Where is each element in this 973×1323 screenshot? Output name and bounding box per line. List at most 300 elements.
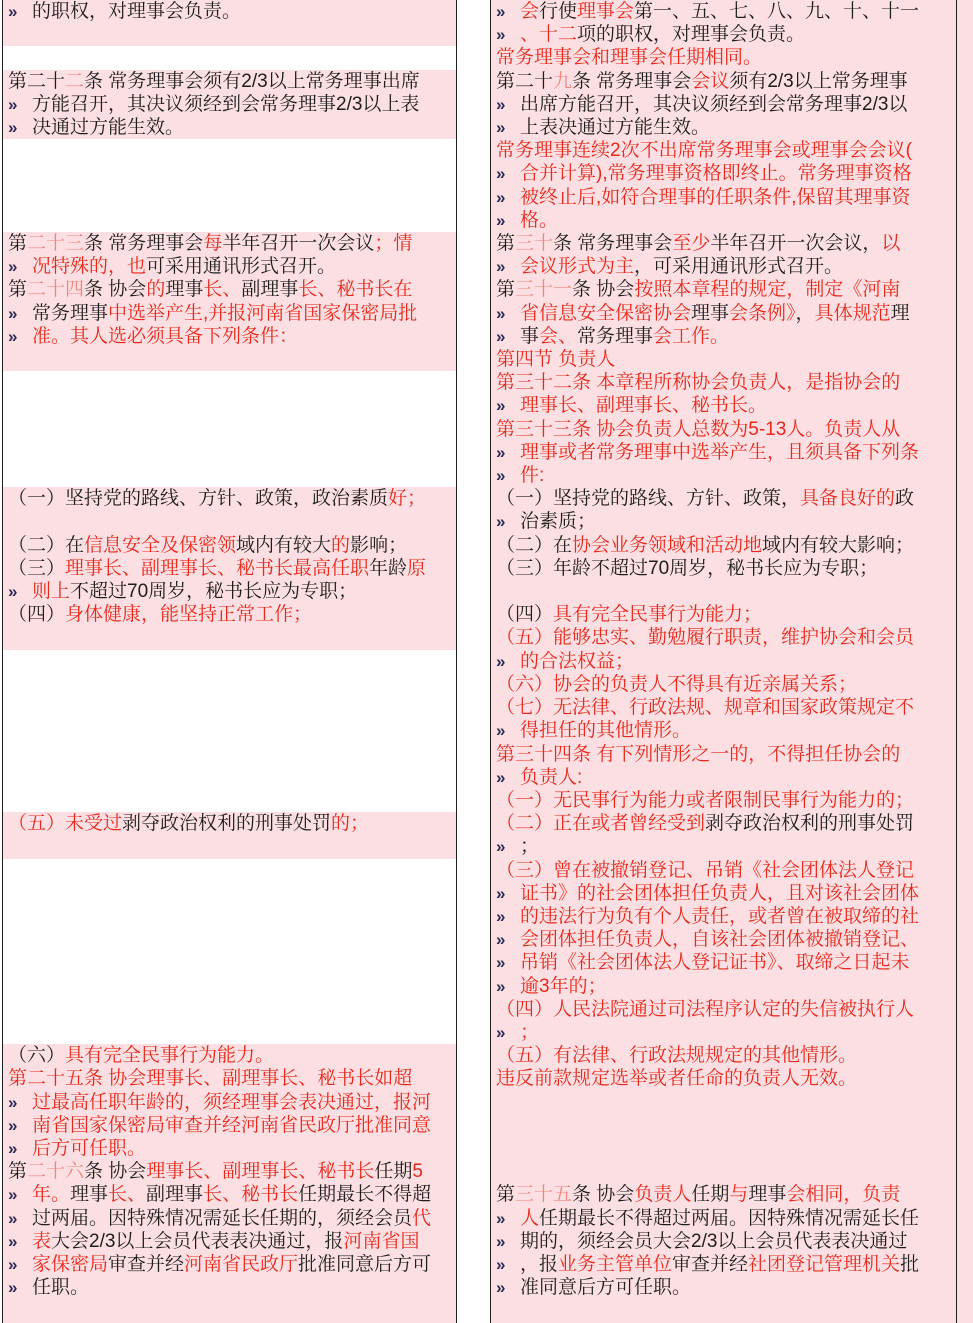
text-segment: 按照本章程的规定，制定《河南 xyxy=(634,279,901,301)
text-segment: （一）坚持党的路线、方针、政策， xyxy=(496,488,801,510)
diff-line xyxy=(491,464,956,487)
text-segment: 好； xyxy=(388,488,427,510)
diff-line xyxy=(491,70,956,93)
text-segment: 会相同，负责 xyxy=(786,1184,901,1206)
diff-line xyxy=(3,905,456,928)
diff-line xyxy=(3,603,456,626)
diff-line xyxy=(491,186,956,209)
text-segment: 的违法行为负有个人责任，或者曾在被取缔的社 xyxy=(520,905,920,927)
diff-line xyxy=(491,1091,956,1114)
text-segment: （六）协会的负责人不得具有近亲属关系； xyxy=(496,673,858,695)
text-segment: 条 常务理事会 xyxy=(572,70,692,92)
text-segment: 第 xyxy=(496,279,516,301)
diff-line xyxy=(3,325,456,348)
text-segment: （三） xyxy=(8,557,66,579)
line-wrap-icon: » xyxy=(8,1185,18,1205)
diff-line xyxy=(491,626,956,649)
text-segment: 信息安全及保密领 xyxy=(84,534,237,556)
text-segment: 逾3年的； xyxy=(520,975,607,997)
diff-line xyxy=(491,371,956,394)
diff-line xyxy=(3,510,456,533)
diff-line xyxy=(3,859,456,882)
text-segment: 政 xyxy=(895,488,915,510)
diff-line xyxy=(3,418,456,441)
diff-line xyxy=(491,766,956,789)
text-segment: 二十三 xyxy=(27,233,85,255)
text-segment: 与 xyxy=(729,1184,749,1206)
text-segment: 常务理事 xyxy=(32,302,109,324)
diff-line xyxy=(491,394,956,417)
diff-line xyxy=(3,1114,456,1137)
text-segment: 第二十五条 协会理事长、副理事长、秘书长如超 xyxy=(8,1068,413,1090)
diff-line xyxy=(491,441,956,464)
text-segment: 会议形式为主 xyxy=(520,256,635,278)
diff-line xyxy=(491,232,956,255)
line-wrap-icon: » xyxy=(496,767,506,787)
line-wrap-icon: » xyxy=(496,1278,506,1298)
text-segment: 长、 xyxy=(108,1184,147,1206)
diff-line xyxy=(491,673,956,696)
diff-line xyxy=(3,186,456,209)
text-segment: ；情 xyxy=(374,233,413,255)
text-segment: 以 xyxy=(881,233,901,255)
text-segment: 域内有较大 xyxy=(236,534,332,556)
text-segment: 得担任的其他情形。 xyxy=(520,720,692,742)
text-segment: 长、 xyxy=(298,279,337,301)
text-segment: 治素质； xyxy=(520,511,597,533)
diff-line xyxy=(491,23,956,46)
line-wrap-icon: » xyxy=(496,512,506,532)
text-segment: （五）未受过 xyxy=(8,813,123,835)
diff-line xyxy=(3,882,456,905)
line-wrap-icon: » xyxy=(8,1138,18,1158)
text-segment: 的职权，对理事会负责。 xyxy=(32,1,242,22)
diff-line xyxy=(491,348,956,371)
text-segment: （二）在 xyxy=(496,534,573,556)
text-segment: 协会业务领域和活动地 xyxy=(572,534,763,556)
text-segment: 第 xyxy=(8,279,28,301)
diff-line xyxy=(491,835,956,858)
text-segment: 第四节 负责人 xyxy=(496,349,616,371)
text-segment: 批 xyxy=(900,1253,920,1275)
diff-line xyxy=(491,998,956,1021)
text-segment: 河南省民政厅 xyxy=(184,1253,299,1275)
diff-line xyxy=(491,905,956,928)
text-segment: 条 常务理事会 xyxy=(553,233,673,255)
new-version-column xyxy=(490,0,957,1323)
line-wrap-icon: » xyxy=(496,396,506,416)
text-segment: 长、 xyxy=(203,1184,242,1206)
line-wrap-icon: » xyxy=(496,1254,506,1274)
text-segment: 理事 xyxy=(165,279,204,301)
text-segment: 二十四 xyxy=(27,279,85,301)
line-wrap-icon: » xyxy=(8,1254,18,1274)
text-segment: 任期最长不得超 xyxy=(298,1184,432,1206)
text-segment: 的合法权益； xyxy=(520,650,635,672)
diff-line xyxy=(3,348,456,371)
diff-line xyxy=(491,1044,956,1067)
line-wrap-icon: » xyxy=(496,326,506,346)
diff-line xyxy=(491,789,956,812)
diff-line xyxy=(491,882,956,905)
text-segment: 年龄 xyxy=(369,557,408,579)
diff-line xyxy=(491,418,956,441)
text-segment: 第二十 xyxy=(8,70,66,92)
text-segment: （六） xyxy=(8,1045,66,1067)
text-segment: 况特殊的，也 xyxy=(32,256,147,278)
diff-line xyxy=(491,209,956,232)
text-segment: 吊销《社会团体法人登记证书》、取缔之日起未 xyxy=(520,952,910,974)
diff-line xyxy=(3,743,456,766)
text-segment: 会条例》 xyxy=(729,302,796,324)
old-version-column xyxy=(2,0,457,1323)
text-segment: 会、 xyxy=(539,325,578,347)
text-segment: 副理事 xyxy=(146,1184,204,1206)
text-segment: 会议 xyxy=(691,70,730,92)
line-wrap-icon: » xyxy=(8,1278,18,1298)
diff-line xyxy=(3,626,456,649)
text-segment: 件: xyxy=(520,465,545,487)
diff-line xyxy=(3,1276,456,1299)
text-segment: 第一、五、七、八、九、十、十一 xyxy=(634,1,920,22)
text-segment: 三十 xyxy=(515,233,554,255)
text-segment: ，报 xyxy=(520,1253,559,1275)
text-segment: 的 xyxy=(146,279,166,301)
diff-line xyxy=(491,1207,956,1230)
text-segment: 代 xyxy=(412,1207,432,1229)
line-wrap-icon: » xyxy=(496,1208,506,1228)
text-segment: 二十六 xyxy=(27,1161,85,1183)
diff-line xyxy=(491,487,956,510)
text-segment: 剥夺政治权利的刑事处罚 xyxy=(705,813,915,835)
text-segment: 被终止后,如符合理事的任职条件,保留其理事资 xyxy=(520,186,911,208)
text-segment: 具有完全民事行为能力； xyxy=(553,604,763,626)
text-segment: （三）年龄不超过70周岁，秘书长应为专职； xyxy=(496,557,879,579)
text-segment: （一）无民事行为能力或者限制民事行为能力的； xyxy=(496,789,915,811)
text-segment: ； xyxy=(520,1021,540,1043)
diff-line xyxy=(3,278,456,301)
line-wrap-icon: » xyxy=(496,442,506,462)
diff-line xyxy=(491,1183,956,1206)
diff-line xyxy=(3,719,456,742)
diff-line xyxy=(491,302,956,325)
text-segment: 九 xyxy=(553,70,573,92)
line-wrap-icon: » xyxy=(8,1231,18,1251)
diff-line xyxy=(491,46,956,69)
text-segment: （三）曾在被撤销登记、吊销《社会团体法人登记 xyxy=(496,859,915,881)
line-wrap-icon: » xyxy=(496,2,506,21)
diff-line xyxy=(491,975,956,998)
diff-line xyxy=(491,510,956,533)
diff-line xyxy=(3,464,456,487)
diff-line xyxy=(491,743,956,766)
line-wrap-icon: » xyxy=(8,257,18,277)
text-segment: 条 协会 xyxy=(84,1161,147,1183)
text-segment: 条 协会 xyxy=(572,279,635,301)
text-segment: 业务主管单位 xyxy=(558,1253,673,1275)
text-segment: 条 协会 xyxy=(84,279,147,301)
line-wrap-icon: » xyxy=(496,1231,506,1251)
line-wrap-icon: » xyxy=(8,94,18,114)
text-segment: 具体规范 xyxy=(814,302,891,324)
diff-line xyxy=(3,534,456,557)
text-segment: 任期 xyxy=(374,1161,413,1183)
line-wrap-icon: » xyxy=(496,94,506,114)
diff-line xyxy=(3,928,456,951)
diff-line xyxy=(3,1067,456,1090)
diff-line xyxy=(491,1276,956,1299)
diff-line xyxy=(3,441,456,464)
text-segment: 期的，须经会员大会2/3以上会员代表表决通过 xyxy=(520,1230,908,1252)
diff-line xyxy=(3,302,456,325)
text-segment: 方能召开，其决议须经到会常务理事2/3以上表 xyxy=(32,93,420,115)
text-segment: 过最高任职年龄的，须经理事会表决通过，报河 xyxy=(32,1091,432,1113)
text-segment: 5 xyxy=(412,1161,423,1183)
line-wrap-icon: » xyxy=(496,930,506,950)
text-segment: 出席方能召开，其决议须经到会常务理事2/3以 xyxy=(520,93,908,115)
text-segment: 第三十二条 本章程所称协会负责人，是指协会的 xyxy=(496,372,901,394)
text-segment: 须有2/3以上常务理事 xyxy=(729,70,908,92)
text-segment: 二 xyxy=(65,70,85,92)
text-segment: 会工作。 xyxy=(653,325,730,347)
text-segment: 任期最长不得超过两届。因特殊情况需延长任 xyxy=(539,1207,920,1229)
line-wrap-icon: » xyxy=(8,303,18,323)
text-segment: （四） xyxy=(496,604,554,626)
text-segment: 证书》的社会团体担任负责人，且对该社会团体 xyxy=(520,882,920,904)
text-segment: 长、 xyxy=(203,279,242,301)
text-segment: （五）有法律、行政法规规定的其他情形。 xyxy=(496,1045,858,1067)
line-wrap-icon: » xyxy=(496,906,506,926)
text-segment: （二）正在或者曾经受到 xyxy=(496,813,706,835)
text-segment: 会 xyxy=(520,1,540,22)
text-segment: 审查并经 xyxy=(108,1253,185,1275)
diff-line xyxy=(491,1114,956,1137)
text-segment: 批准同意后方可 xyxy=(298,1253,432,1275)
diff-line xyxy=(491,325,956,348)
text-segment: 的； xyxy=(331,813,370,835)
diff-line xyxy=(491,580,956,603)
text-segment: 大会2/3以上会员代表表决通过，报 xyxy=(51,1230,344,1252)
diff-line xyxy=(491,928,956,951)
text-segment: 秘书长 xyxy=(241,1184,299,1206)
text-segment: （一）坚持党的路线、方针、政策，政治素质 xyxy=(8,488,389,510)
diff-line xyxy=(491,1230,956,1253)
diff-line xyxy=(3,835,456,858)
text-segment: 违反前款规定选举或者任命的负责人无效。 xyxy=(496,1068,858,1090)
text-segment: 审查并经 xyxy=(672,1253,749,1275)
text-segment: 具备良好的 xyxy=(800,488,896,510)
text-segment: 半年召开一次会议 xyxy=(222,233,375,255)
text-segment: 第三十四条 有下列情形之一的，不得担任协会的 xyxy=(496,743,901,765)
diff-line xyxy=(3,139,456,162)
line-wrap-icon: » xyxy=(496,257,506,277)
diff-line xyxy=(491,1299,956,1322)
diff-line xyxy=(491,650,956,673)
diff-line xyxy=(3,650,456,673)
text-segment: 三十五 xyxy=(515,1184,573,1206)
text-segment: 半年召开一次会议， xyxy=(710,233,882,255)
text-segment: 常务理事会和理事会任期相同。 xyxy=(496,47,763,69)
text-segment: 条 协会 xyxy=(572,1184,635,1206)
diff-line xyxy=(3,394,456,417)
diff-line xyxy=(491,1067,956,1090)
text-segment: 三十一 xyxy=(515,279,573,301)
text-segment: 任职。 xyxy=(32,1277,90,1299)
text-segment: 副理事 xyxy=(241,279,299,301)
diff-line xyxy=(491,278,956,301)
text-segment: 河南省国 xyxy=(343,1230,420,1252)
diff-line xyxy=(491,812,956,835)
line-wrap-icon: » xyxy=(8,2,18,21)
diff-line xyxy=(3,557,456,580)
text-segment: 理事长、副理事长、秘书长。 xyxy=(520,395,768,417)
text-segment: 行使 xyxy=(539,1,578,22)
line-wrap-icon: » xyxy=(496,883,506,903)
line-wrap-icon: » xyxy=(8,326,18,346)
diff-line xyxy=(491,1253,956,1276)
text-segment: 影响； xyxy=(350,534,408,556)
text-segment: 至少 xyxy=(672,233,711,255)
text-segment: （二）在 xyxy=(8,534,85,556)
text-segment: 理事 xyxy=(748,1184,787,1206)
text-segment: 理事或者常务理事中选举产生，且须具备下列条 xyxy=(520,441,920,463)
text-segment: 会团体担任负责人，自该社会团体被撤销登记、 xyxy=(520,929,920,951)
text-segment: 可采用通讯形式召开。 xyxy=(146,256,337,278)
text-segment: 、十二 xyxy=(520,24,578,46)
line-wrap-icon: » xyxy=(496,837,506,857)
text-segment: 理事 xyxy=(691,302,730,324)
diff-line xyxy=(3,696,456,719)
diff-line xyxy=(3,23,456,46)
text-segment: ； xyxy=(520,836,540,858)
diff-line xyxy=(491,139,956,162)
text-segment: 理 xyxy=(890,302,910,324)
text-segment: 第 xyxy=(496,233,516,255)
text-segment: 过两届。因特殊情况需延长任期的，须经会员 xyxy=(32,1207,413,1229)
diff-line xyxy=(3,209,456,232)
diff-line xyxy=(3,1044,456,1067)
text-segment: 项的职权，对理事会负责。 xyxy=(577,24,806,46)
text-segment: 任期 xyxy=(691,1184,730,1206)
diff-line xyxy=(491,719,956,742)
diff-line xyxy=(491,534,956,557)
diff-line xyxy=(3,162,456,185)
text-segment: 社团登记管理机关 xyxy=(748,1253,901,1275)
text-segment: 中选举产生,并报河南省国家保密局批 xyxy=(108,302,418,324)
text-segment: 南省国家保密局审查并经河南省民政厅批准同意 xyxy=(32,1114,432,1136)
diff-line xyxy=(491,603,956,626)
line-wrap-icon: » xyxy=(496,25,506,45)
diff-line xyxy=(491,1137,956,1160)
text-segment: （五）能够忠实、勤勉履行职责，维护协会和会员 xyxy=(496,627,915,649)
text-segment: 准同意后方可任职。 xyxy=(520,1277,692,1299)
diff-line xyxy=(3,93,456,116)
diff-line xyxy=(3,1230,456,1253)
text-segment: 每 xyxy=(203,233,223,255)
line-wrap-icon: » xyxy=(8,1115,18,1135)
text-segment: 事 xyxy=(520,325,540,347)
text-segment: 上表决通过方能生效。 xyxy=(520,117,711,139)
diff-line xyxy=(491,557,956,580)
text-segment: 准。其人选必须具备下列条件： xyxy=(32,325,299,347)
line-wrap-icon: » xyxy=(496,164,506,184)
text-segment: 第 xyxy=(8,1161,28,1183)
diff-line xyxy=(3,1091,456,1114)
text-segment: 负责人 xyxy=(634,1184,692,1206)
line-wrap-icon: » xyxy=(496,721,506,741)
text-segment: 条 常务理事会 xyxy=(84,233,204,255)
diff-line xyxy=(3,673,456,696)
diff-line xyxy=(491,1021,956,1044)
text-segment: 负责人: xyxy=(520,766,583,788)
line-wrap-icon: » xyxy=(496,303,506,323)
diff-line xyxy=(3,255,456,278)
text-segment: 条 常务理事会须有2/3以上常务理事出席 xyxy=(84,70,420,92)
diff-line xyxy=(491,162,956,185)
diff-line xyxy=(3,789,456,812)
text-segment: 决通过方能生效。 xyxy=(32,117,185,139)
diff-line xyxy=(491,93,956,116)
diff-line xyxy=(3,766,456,789)
text-segment: ，可采用通讯形式召开。 xyxy=(634,256,844,278)
text-segment: 格。 xyxy=(520,209,559,231)
text-segment: 年。 xyxy=(32,1184,71,1206)
diff-line xyxy=(3,371,456,394)
clipped-next-column-sliver xyxy=(956,0,973,1323)
text-segment: 常务理事连续2次不出席常务理事会或理事会会议( xyxy=(496,140,912,162)
diff-line xyxy=(3,232,456,255)
diff-line xyxy=(3,1021,456,1044)
text-segment: 理事会 xyxy=(577,1,635,22)
text-segment: （四）人民法院通过司法程序认定的失信被执行人 xyxy=(496,998,915,1020)
diff-line xyxy=(491,951,956,974)
text-segment: 人 xyxy=(520,1207,540,1229)
diff-line xyxy=(3,0,456,23)
text-segment: 常务理事 xyxy=(577,325,654,347)
diff-line xyxy=(3,1183,456,1206)
line-wrap-icon: » xyxy=(496,466,506,486)
line-wrap-icon: » xyxy=(496,1022,506,1042)
line-wrap-icon: » xyxy=(496,118,506,138)
line-wrap-icon: » xyxy=(496,210,506,230)
line-wrap-icon: » xyxy=(496,976,506,996)
text-segment: 理事长、副理事长、秘书长最高任职 xyxy=(65,557,370,579)
line-wrap-icon: » xyxy=(8,1092,18,1112)
text-segment: 省信息安全保密协会 xyxy=(520,302,692,324)
text-segment: 后方可任职。 xyxy=(32,1137,147,1159)
line-wrap-icon: » xyxy=(8,1208,18,1228)
diff-line xyxy=(491,1160,956,1183)
diff-line xyxy=(3,975,456,998)
text-segment: 具有完全民事行为能力。 xyxy=(65,1045,275,1067)
line-wrap-icon: » xyxy=(496,651,506,671)
diff-line xyxy=(3,1207,456,1230)
text-segment: 表 xyxy=(32,1230,52,1252)
diff-line xyxy=(3,812,456,835)
text-segment: 理事 xyxy=(70,1184,109,1206)
diff-line xyxy=(3,70,456,93)
diff-line xyxy=(491,0,956,23)
text-segment: 第 xyxy=(8,233,28,255)
text-segment: 不超过70周岁，秘书长应为专职； xyxy=(70,581,358,603)
text-segment: 家保密局 xyxy=(32,1253,109,1275)
text-segment: 域内有较大影响； xyxy=(762,534,915,556)
line-wrap-icon: » xyxy=(8,118,18,138)
diff-line xyxy=(3,487,456,510)
diff-line xyxy=(3,1137,456,1160)
diff-line xyxy=(3,998,456,1021)
diff-line xyxy=(3,116,456,139)
